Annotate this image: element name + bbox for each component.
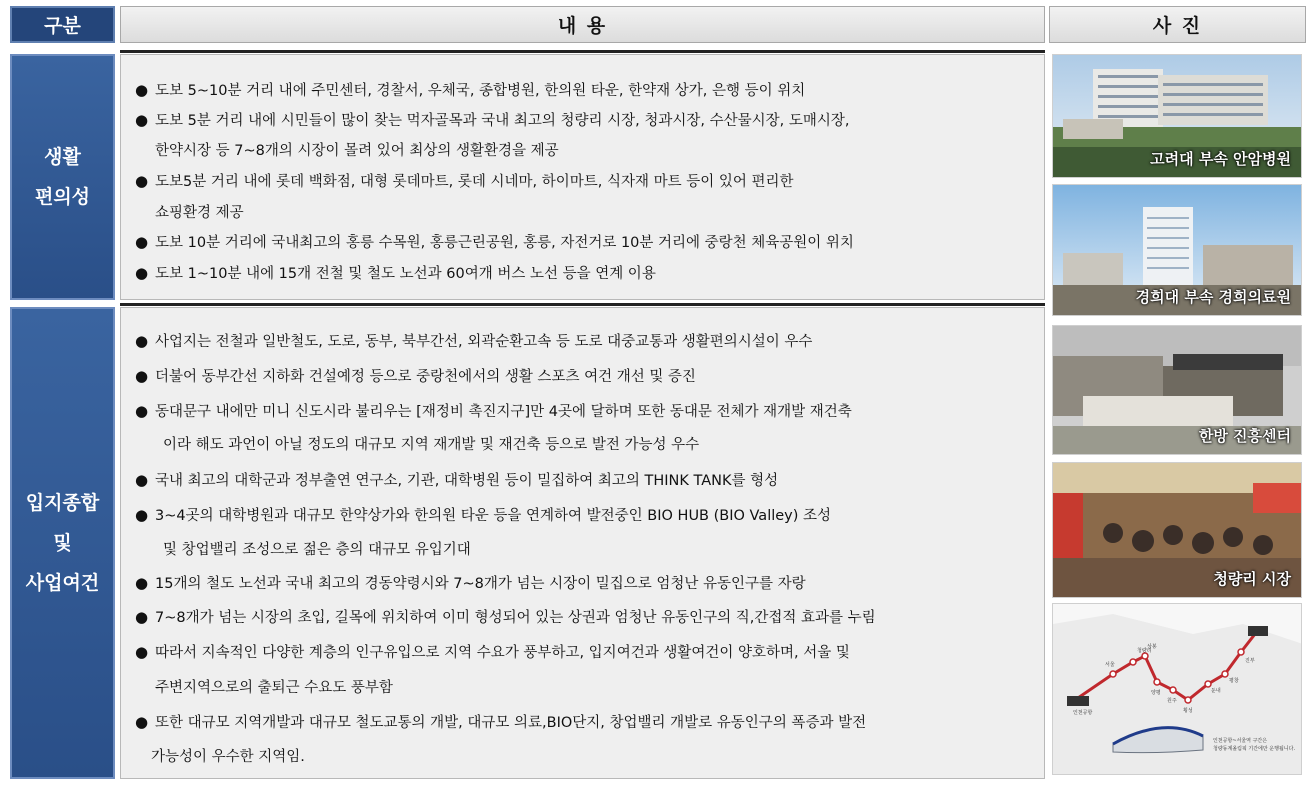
bullet-dot-icon: ● xyxy=(135,367,149,385)
photo-caption: 고려대 부속 안암병원 xyxy=(1150,150,1291,168)
photo-anam-hospital xyxy=(1052,54,1302,178)
header-photo: 사 진 xyxy=(1049,6,1306,43)
bullet-continuation: 및 창업밸리 조성으로 젊은 층의 대규모 유입기대 xyxy=(163,542,471,558)
bullet-dot-icon: ● xyxy=(135,643,149,661)
map-note: 청량동계올림픽 기간에만 운행됩니다. xyxy=(1213,746,1296,752)
photo-cheongnyangni-market xyxy=(1052,462,1302,598)
category-line: 편의성 xyxy=(34,186,91,208)
category-line: 및 xyxy=(53,532,72,554)
bullet-item: ● 사업지는 전철과 일반철도, 도로, 동부, 북부간선, 외곽순환고속 등 도로 대중교통과 생활편의시설이 우수 xyxy=(135,332,813,350)
bullet-dot-icon: ● xyxy=(135,81,149,99)
map-station-label: 둔내 xyxy=(1211,688,1221,694)
bullet-dot-icon: ● xyxy=(135,574,149,592)
map-station-label: 평창 xyxy=(1229,678,1239,684)
bullet-item: ● 동대문구 내에만 미니 신도시라 불리우는 [재정비 촉진지구]만 4곳에 달하며 또한 동대문 전체가 재개발 재건축 xyxy=(135,402,852,420)
photo-caption: 경희대 부속 경희의료원 xyxy=(1135,288,1291,306)
bullet-dot-icon: ● xyxy=(135,172,149,190)
bullet-item: ● 도보 1~10분 내에 15개 전철 및 철도 노선과 60여개 버스 노선 등을 연계 이용 xyxy=(135,264,656,282)
bullet-item: ● 또한 대규모 지역개발과 대규모 철도교통의 개발, 대규모 의료,BIO단지, 창업밸리 개발로 유동인구의 폭증과 발전 xyxy=(135,713,867,731)
map-note: 인천공항~서울역 구간은 xyxy=(1213,738,1268,744)
content-panel-living xyxy=(120,54,1045,300)
bullet-dot-icon: ● xyxy=(135,233,149,251)
bullet-dot-icon: ● xyxy=(135,608,149,626)
bullet-dot-icon: ● xyxy=(135,471,149,489)
category-line: 생활 xyxy=(44,146,81,168)
bullet-item: ● 더불어 동부간선 지하화 건설예정 등으로 중랑천에서의 생활 스포츠 여건 개선 및 증진 xyxy=(135,367,696,385)
map-station-label: 진부 xyxy=(1245,658,1255,664)
rail-map-image xyxy=(1053,604,1302,775)
header-category: 구분 xyxy=(10,6,115,43)
bullet-item: ● 도보5분 거리 내에 롯데 백화점, 대형 롯데마트, 롯데 시네마, 하이마트, 식자재 마트 등이 있어 편리한 xyxy=(135,172,794,190)
bullet-item: ● 따라서 지속적인 다양한 계층의 인구유입으로 지역 수요가 풍부하고, 입지여건과 생활여건이 양호하며, 서울 및 xyxy=(135,643,850,661)
category-location-business xyxy=(10,307,115,779)
photo-kyunghee-medical xyxy=(1052,184,1302,316)
photo-oriental-medicine-center xyxy=(1052,325,1302,455)
map-station-label: 상봉 xyxy=(1147,644,1157,650)
photo-rail-map xyxy=(1052,603,1302,775)
divider xyxy=(120,50,1045,53)
photo-caption: 한방 진흥센터 xyxy=(1198,427,1291,445)
category-line: 입지종합 xyxy=(25,492,100,514)
map-station-label: 강릉 xyxy=(1251,629,1261,635)
content-panel-location xyxy=(120,307,1045,779)
bullet-dot-icon: ● xyxy=(135,111,149,129)
map-station-label: 인천공항 xyxy=(1073,710,1093,716)
map-station-label: 청량리 xyxy=(1137,648,1152,654)
map-station-label: 원주 xyxy=(1167,698,1177,704)
map-station-label: 횡성 xyxy=(1183,708,1193,714)
category-line: 사업여건 xyxy=(25,572,100,594)
bullet-dot-icon: ● xyxy=(135,332,149,350)
category-living-convenience xyxy=(10,54,115,300)
bullet-continuation: 한약시장 등 7~8개의 시장이 몰려 있어 최상의 생활환경을 제공 xyxy=(155,143,559,159)
bullet-dot-icon: ● xyxy=(135,506,149,524)
map-station-label: 서울 xyxy=(1105,662,1115,668)
bullet-item: ● 도보 5분 거리 내에 시민들이 많이 찾는 먹자골목과 국내 최고의 청량리 시장, 청과시장, 수산물시장, 도매시장, xyxy=(135,111,850,129)
bullet-continuation: 가능성이 우수한 지역임. xyxy=(151,749,305,765)
bullet-continuation: 이라 해도 과언이 아닐 정도의 대규모 지역 재개발 및 재건축 등으로 발전 가능성 우수 xyxy=(163,437,700,453)
header-content: 내 용 xyxy=(120,6,1045,43)
bullet-item: ● 15개의 철도 노선과 국내 최고의 경동약령시와 7~8개가 넘는 시장이 밀집으로 엄청난 유동인구를 자랑 xyxy=(135,574,806,592)
map-station-label: 양평 xyxy=(1151,690,1161,696)
bullet-dot-icon: ● xyxy=(135,402,149,420)
bullet-continuation: 주변지역으로의 출퇴근 수요도 풍부함 xyxy=(155,680,393,696)
bullet-item: ● 국내 최고의 대학군과 정부출연 연구소, 기관, 대학병원 등이 밀집하여 최고의 THINK TANK를 형성 xyxy=(135,471,779,489)
divider xyxy=(120,303,1045,306)
bullet-item: ● 도보 10분 거리에 국내최고의 홍릉 수목원, 홍릉근린공원, 홍릉, 자전거로 10분 거리에 중랑천 체육공원이 위치 xyxy=(135,233,854,251)
bullet-continuation: 쇼핑환경 제공 xyxy=(155,205,244,221)
bullet-item: ● 도보 5~10분 거리 내에 주민센터, 경찰서, 우체국, 종합병원, 한의원 타운, 한약재 상가, 은행 등이 위치 xyxy=(135,81,806,99)
bullet-dot-icon: ● xyxy=(135,713,149,731)
photo-caption: 청량리 시장 xyxy=(1213,570,1291,588)
bullet-item: ● 7~8개가 넘는 시장의 초입, 길목에 위치하여 이미 형성되어 있는 상권과 엄청난 유동인구의 직,간접적 효과를 누림 xyxy=(135,608,876,626)
bullet-item: ● 3~4곳의 대학병원과 대규모 한약상가와 한의원 타운 등을 연계하여 발전중인 BIO HUB (BIO Valley) 조성 xyxy=(135,506,832,524)
bullet-dot-icon: ● xyxy=(135,264,149,282)
